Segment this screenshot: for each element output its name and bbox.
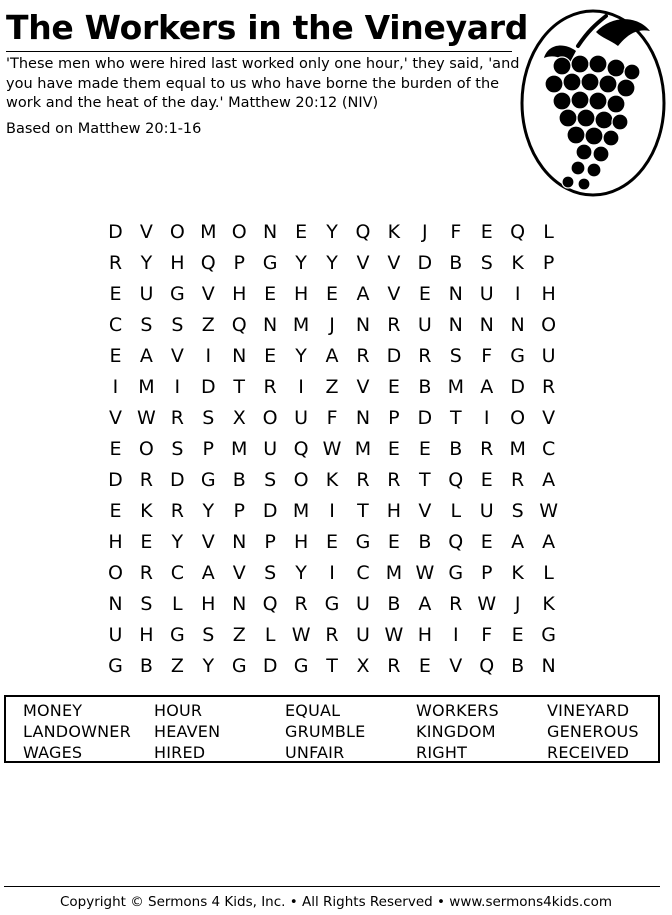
grid-letter: P — [264, 530, 276, 553]
grid-letter: R — [139, 468, 153, 491]
grid-letter: S — [264, 561, 277, 584]
grid-row — [100, 557, 564, 588]
grid-letter: M — [292, 499, 310, 522]
grid-letter: M — [138, 375, 155, 398]
grid-letter: S — [171, 313, 184, 336]
grid-letter: G — [231, 654, 247, 677]
word-bank-item: MONEY — [23, 701, 83, 720]
grid-letter: G — [510, 344, 526, 367]
grid-letter: B — [449, 251, 463, 274]
grid-letter: I — [329, 499, 335, 522]
grid-letter: R — [541, 375, 556, 398]
grid-letter: A — [201, 561, 215, 584]
grid-letter: K — [511, 251, 524, 274]
grid-letter: M — [354, 437, 372, 460]
grid-letter: R — [511, 468, 525, 491]
grid-letter: O — [510, 406, 526, 429]
grid-letter: E — [109, 437, 122, 460]
grid-letter: I — [205, 344, 212, 367]
grid-letter: E — [387, 375, 400, 398]
grid-letter: M — [509, 437, 526, 460]
grid-letter: I — [298, 375, 304, 398]
grid-letter: V — [201, 282, 215, 305]
grid-letter: D — [262, 499, 278, 522]
grid-letter: T — [326, 654, 338, 677]
grid-letter: S — [202, 406, 215, 429]
grid-letter: N — [541, 654, 556, 677]
word-bank-item: RIGHT — [416, 743, 468, 762]
grid-letter: N — [448, 282, 463, 305]
grid-letter: H — [417, 623, 432, 646]
grid-letter: Q — [355, 220, 371, 243]
grid-letter: M — [231, 437, 248, 460]
grid-letter: R — [108, 251, 123, 274]
grid-letter: Y — [295, 344, 307, 367]
grid-letter: A — [418, 592, 432, 615]
grid-row — [100, 464, 564, 495]
grid-letter: T — [233, 375, 246, 398]
grid-letter: V — [232, 561, 246, 584]
grid-letter: T — [357, 499, 369, 522]
grid-row — [100, 402, 564, 433]
grid-letter: F — [481, 344, 493, 367]
grid-letter: S — [140, 313, 153, 336]
grid-letter: G — [262, 251, 278, 274]
grid-letter: U — [356, 623, 370, 646]
grapes-icon — [518, 6, 668, 200]
grid-letter: R — [139, 561, 153, 584]
grid-letter: Q — [231, 313, 247, 336]
grid-letter: R — [325, 623, 339, 646]
grid-letter: N — [479, 313, 494, 336]
grid-letter: A — [356, 282, 370, 305]
grid-letter: X — [356, 654, 370, 677]
grid-letter: Q — [448, 468, 464, 491]
grid-letter: M — [447, 375, 464, 398]
grid-letter: D — [510, 375, 525, 398]
grid-letter: V — [356, 375, 370, 398]
grid-letter: F — [450, 220, 462, 243]
word-bank-item: HIRED — [154, 743, 206, 762]
grid-letter: L — [264, 623, 276, 646]
grid-letter: E — [480, 468, 493, 491]
grid-letter: L — [543, 561, 554, 584]
grid-letter: V — [356, 251, 370, 274]
grid-letter: N — [355, 406, 371, 429]
grid-row — [100, 247, 564, 278]
grid-letter: V — [139, 220, 153, 243]
grid-letter: Y — [202, 654, 215, 677]
grid-letter: E — [140, 530, 153, 553]
grid-letter: U — [541, 344, 556, 367]
grid-letter: D — [170, 468, 185, 491]
grid-letter: V — [449, 654, 463, 677]
copyright-footer: Copyright © Sermons 4 Kids, Inc. • All Rights Reserved • www.sermons4kids.com — [60, 894, 612, 910]
grid-letter: R — [480, 437, 494, 460]
grid-letter: E — [418, 282, 431, 305]
word-bank-item: LANDOWNER — [23, 722, 131, 741]
grid-letter: W — [137, 406, 156, 429]
grid-letter: L — [450, 499, 462, 522]
grid-letter: Y — [140, 251, 153, 274]
grid-letter: G — [293, 654, 309, 677]
grid-letter: J — [329, 313, 335, 336]
grid-letter: I — [483, 406, 490, 429]
grid-letter: N — [510, 313, 525, 336]
grid-letter: Q — [200, 251, 216, 274]
grid-row — [100, 495, 564, 526]
grid-letter: D — [108, 468, 123, 491]
grid-letter: U — [263, 437, 278, 460]
grid-letter: L — [543, 220, 554, 243]
grid-letter: B — [387, 592, 401, 615]
grid-letter: E — [295, 220, 308, 243]
grid-letter: R — [170, 406, 184, 429]
grid-row — [100, 216, 564, 247]
word-bank — [23, 701, 672, 764]
grid-letter: O — [231, 220, 247, 243]
grid-letter: W — [291, 623, 311, 646]
grid-letter: A — [542, 468, 556, 491]
grid-letter: P — [202, 437, 215, 460]
grid-letter: I — [112, 375, 119, 398]
word-bank-item: GRUMBLE — [285, 722, 366, 741]
grid-letter: E — [264, 282, 277, 305]
grid-letter: E — [109, 344, 122, 367]
grid-letter: K — [325, 468, 339, 491]
word-bank-item: KINGDOM — [416, 722, 496, 741]
grid-letter: E — [387, 530, 400, 553]
grid-letter: W — [415, 561, 435, 584]
grid-letter: E — [326, 530, 339, 553]
title-divider — [6, 51, 512, 52]
grid-letter: E — [480, 220, 493, 243]
grid-letter: S — [480, 251, 493, 274]
grid-letter: S — [171, 437, 184, 460]
grid-letter: B — [418, 375, 432, 398]
grid-letter: N — [263, 313, 278, 336]
grid-letter: G — [169, 623, 185, 646]
grid-letter: S — [140, 592, 153, 615]
grid-letter: V — [542, 406, 556, 429]
grid-letter: S — [511, 499, 524, 522]
word-bank-item: GENEROUS — [547, 722, 639, 741]
grid-letter: G — [108, 654, 123, 677]
grid-letter: N — [355, 313, 371, 336]
grid-letter: R — [387, 654, 401, 677]
grid-letter: O — [293, 468, 309, 491]
grid-letter: T — [419, 468, 431, 491]
grid-letter: U — [417, 313, 432, 336]
grid-letter: Z — [232, 623, 246, 646]
grid-letter: J — [514, 592, 521, 615]
grid-letter: Z — [201, 313, 215, 336]
word-bank-item: HOUR — [154, 701, 203, 720]
grid-letter: I — [514, 282, 521, 305]
grid-letter: H — [293, 282, 309, 305]
grid-letter: Y — [171, 530, 184, 553]
grid-letter: Q — [510, 220, 526, 243]
grid-letter: N — [232, 344, 247, 367]
word-bank-item: EQUAL — [285, 701, 341, 720]
grid-letter: G — [448, 561, 464, 584]
grid-letter: Z — [170, 654, 184, 677]
grid-letter: F — [326, 406, 338, 429]
grid-letter: C — [541, 437, 556, 460]
grid-row — [100, 588, 564, 619]
grid-letter: N — [232, 592, 247, 615]
grid-letter: D — [200, 375, 216, 398]
grid-letter: R — [418, 344, 432, 367]
grid-letter: N — [263, 220, 278, 243]
grid-letter: D — [417, 406, 433, 429]
grid-row — [100, 619, 564, 650]
word-bank-item: WORKERS — [416, 701, 499, 720]
grid-letter: A — [511, 530, 525, 553]
grid-letter: F — [481, 623, 493, 646]
grid-letter: V — [387, 282, 401, 305]
grid-letter: E — [264, 344, 277, 367]
grid-letter: G — [355, 530, 371, 553]
grid-letter: T — [449, 406, 462, 429]
grid-letter: H — [170, 251, 185, 274]
grid-letter: Q — [479, 654, 495, 677]
grid-letter: V — [201, 530, 215, 553]
grid-letter: L — [172, 592, 183, 615]
grid-letter: G — [541, 623, 556, 646]
grid-letter: W — [477, 592, 497, 615]
grid-letter: D — [108, 220, 123, 243]
grid-letter: P — [388, 406, 400, 429]
grid-letter: R — [356, 344, 370, 367]
grid-letter: Z — [325, 375, 339, 398]
grid-letter: U — [139, 282, 154, 305]
grid-letter: O — [138, 437, 154, 460]
grid-letter: B — [418, 530, 432, 553]
grid-letter: E — [480, 530, 493, 553]
grid-letter: E — [418, 437, 431, 460]
grid-letter: E — [387, 437, 400, 460]
grid-letter: I — [452, 623, 459, 646]
grid-letter: A — [139, 344, 153, 367]
grid-letter: K — [542, 592, 555, 615]
grid-letter: M — [385, 561, 403, 584]
grid-letter: S — [202, 623, 215, 646]
grid-letter: W — [384, 623, 404, 646]
grid-letter: P — [233, 251, 245, 274]
word-bank-box — [4, 695, 660, 763]
grid-letter: H — [201, 592, 216, 615]
grid-row — [100, 371, 564, 402]
grid-letter: X — [232, 406, 246, 429]
grid-letter: U — [479, 282, 494, 305]
grid-letter: E — [511, 623, 524, 646]
grid-letter: H — [541, 282, 556, 305]
word-bank-item: VINEYARD — [547, 701, 630, 720]
grid-letter: C — [356, 561, 370, 584]
footer-divider — [4, 886, 660, 887]
grid-letter: M — [200, 220, 217, 243]
grid-letter: P — [542, 251, 555, 274]
word-bank-item: UNFAIR — [285, 743, 345, 762]
grid-letter: V — [387, 251, 401, 274]
grid-letter: Y — [326, 251, 338, 274]
grid-letter: S — [449, 344, 462, 367]
grid-letter: U — [108, 623, 123, 646]
grid-letter: U — [356, 592, 370, 615]
word-bank-item: RECEIVED — [547, 743, 630, 762]
grid-letter: O — [107, 561, 123, 584]
grid-letter: B — [449, 437, 463, 460]
grid-letter: D — [386, 344, 402, 367]
grid-letter: O — [169, 220, 185, 243]
grid-letter: D — [262, 654, 278, 677]
grid-letter: P — [480, 561, 493, 584]
grid-letter: B — [232, 468, 246, 491]
grid-letter: K — [140, 499, 153, 522]
grid-row — [100, 526, 564, 557]
grid-letter: I — [329, 561, 335, 584]
grid-letter: H — [232, 282, 247, 305]
grid-letter: R — [294, 592, 308, 615]
grid-letter: Y — [326, 220, 338, 243]
word-bank-item: WAGES — [23, 743, 83, 762]
grid-letter: V — [108, 406, 122, 429]
grid-letter: H — [139, 623, 154, 646]
grid-letter: A — [480, 375, 494, 398]
grid-letter: K — [511, 561, 524, 584]
scripture-reference: Based on Matthew 20:1-16 — [6, 121, 202, 137]
grid-letter: V — [418, 499, 432, 522]
grid-letter: R — [387, 313, 401, 336]
grid-letter: E — [418, 654, 431, 677]
grid-letter: E — [326, 282, 339, 305]
grid-letter: O — [541, 313, 557, 336]
grid-letter: R — [170, 499, 184, 522]
grid-letter: U — [294, 406, 309, 429]
grid-letter: Q — [448, 530, 464, 553]
grid-letter: R — [263, 375, 277, 398]
grid-letter: O — [262, 406, 278, 429]
grid-letter: Y — [295, 251, 307, 274]
grid-letter: Q — [293, 437, 309, 460]
word-bank-item: HEAVEN — [154, 722, 221, 741]
grid-letter: W — [322, 437, 342, 460]
grid-letter: E — [109, 499, 122, 522]
grid-row — [100, 433, 564, 464]
grid-letter: I — [174, 375, 181, 398]
grid-letter: J — [422, 220, 428, 243]
scripture-verse: 'These men who were hired last worked only one hour,' they said, 'and you have made them equal to us who have borne the burden of the work and the heat of the day.' Matthew 20:12 (NIV) — [6, 56, 520, 111]
grid-letter: A — [325, 344, 339, 367]
grid-letter: M — [292, 313, 310, 336]
grid-letter: C — [108, 313, 123, 336]
grid-letter: N — [448, 313, 463, 336]
grid-letter: E — [109, 282, 122, 305]
grid-letter: N — [108, 592, 123, 615]
grid-row — [100, 340, 564, 371]
grid-letter: H — [293, 530, 309, 553]
grid-letter: H — [108, 530, 123, 553]
grid-letter: S — [264, 468, 277, 491]
grid-letter: A — [542, 530, 556, 553]
grid-letter: G — [169, 282, 185, 305]
grid-letter: G — [324, 592, 340, 615]
grid-letter: U — [479, 499, 494, 522]
grid-letter: V — [170, 344, 184, 367]
word-search-grid — [100, 216, 564, 681]
grid-letter: Q — [262, 592, 278, 615]
grid-letter: C — [170, 561, 184, 584]
grid-row — [100, 650, 564, 681]
grid-row — [100, 278, 564, 309]
page-title: The Workers in the Vineyard — [6, 8, 529, 47]
grid-letter: B — [139, 654, 153, 677]
grid-letter: D — [417, 251, 433, 274]
grid-letter: N — [232, 530, 247, 553]
grid-letter: H — [386, 499, 402, 522]
grid-letter: R — [387, 468, 401, 491]
grid-letter: R — [449, 592, 463, 615]
grid-row — [100, 309, 564, 340]
grid-letter: G — [200, 468, 216, 491]
grid-letter: Y — [295, 561, 307, 584]
grid-letter: B — [511, 654, 525, 677]
grid-letter: K — [387, 220, 401, 243]
grid-letter: Y — [202, 499, 215, 522]
grid-letter: P — [233, 499, 245, 522]
grid-letter: W — [539, 499, 558, 522]
grid-letter: R — [356, 468, 370, 491]
